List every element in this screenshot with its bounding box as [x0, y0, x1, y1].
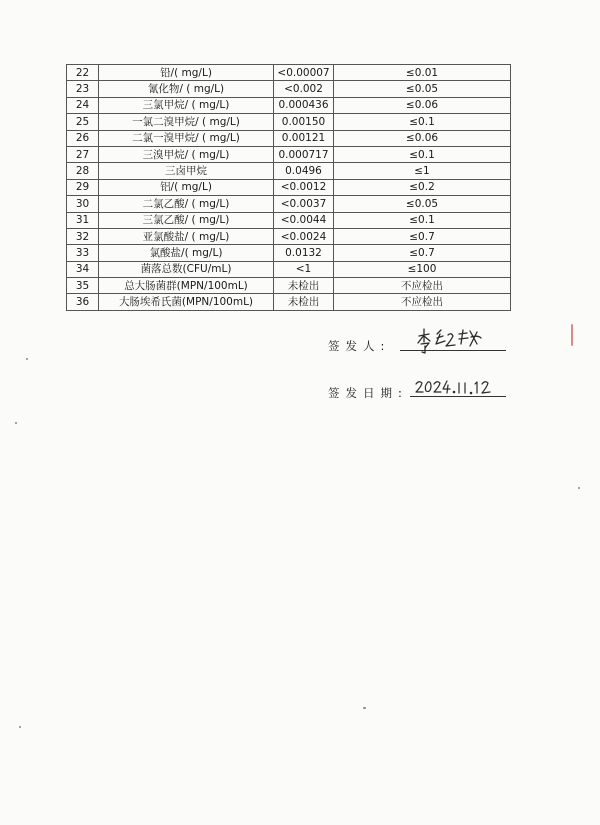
table-row: [67, 163, 511, 179]
scan-speck: [19, 726, 21, 728]
limit-value-cell: ≤0.01: [334, 65, 511, 81]
row-number-cell: 25: [67, 114, 99, 130]
test-item-cell: 氰化物/ ( mg/L): [99, 81, 274, 97]
scan-speck: [15, 422, 17, 424]
row-number-cell: 27: [67, 146, 99, 162]
issuer-label: 签发人:: [328, 339, 391, 353]
test-item-cell: 三卤甲烷: [99, 163, 274, 179]
result-value-cell: <1: [274, 261, 334, 277]
result-value-cell: <0.0044: [274, 212, 334, 228]
table-row: [67, 294, 511, 310]
test-item-cell: 三氯甲烷/ ( mg/L): [99, 97, 274, 113]
table-body: [67, 65, 511, 311]
limit-value-cell: ≤0.06: [334, 97, 511, 113]
table-row: [67, 212, 511, 228]
limit-value-cell: 不应检出: [334, 278, 511, 294]
limit-value-cell: ≤0.05: [334, 196, 511, 212]
test-item-cell: 一氯二溴甲烷/ ( mg/L): [99, 114, 274, 130]
row-number-cell: 32: [67, 228, 99, 244]
table-row: [67, 114, 511, 130]
limit-value-cell: ≤0.1: [334, 114, 511, 130]
row-number-cell: 24: [67, 97, 99, 113]
test-item-cell: 亚氯酸盐/ ( mg/L): [99, 228, 274, 244]
row-number-cell: 28: [67, 163, 99, 179]
table-row: [67, 278, 511, 294]
limit-value-cell: ≤100: [334, 261, 511, 277]
limit-value-cell: 不应检出: [334, 294, 511, 310]
table-row: [67, 228, 511, 244]
result-value-cell: 0.000436: [274, 97, 334, 113]
limit-value-cell: ≤0.06: [334, 130, 511, 146]
test-item-cell: 三氯乙酸/ ( mg/L): [99, 212, 274, 228]
limit-value-cell: ≤0.1: [334, 146, 511, 162]
result-value-cell: <0.0012: [274, 179, 334, 195]
result-value-cell: 0.00150: [274, 114, 334, 130]
row-number-cell: 33: [67, 245, 99, 261]
test-item-cell: 总大肠菌群(MPN/100mL): [99, 278, 274, 294]
issuer-signature-handwriting: [415, 326, 495, 356]
result-value-cell: <0.00007: [274, 65, 334, 81]
test-item-cell: 三溴甲烷/ ( mg/L): [99, 146, 274, 162]
row-number-cell: 23: [67, 81, 99, 97]
row-number-cell: 29: [67, 179, 99, 195]
limit-value-cell: ≤1: [334, 163, 511, 179]
result-value-cell: 0.0496: [274, 163, 334, 179]
limit-value-cell: ≤0.1: [334, 212, 511, 228]
limit-value-cell: ≤0.2: [334, 179, 511, 195]
issue-date-handwriting: [414, 375, 504, 399]
test-item-cell: 菌落总数(CFU/mL): [99, 261, 274, 277]
test-item-cell: 大肠埃希氏菌(MPN/100mL): [99, 294, 274, 310]
scan-speck: [578, 487, 580, 489]
limit-value-cell: ≤0.7: [334, 245, 511, 261]
table-row: [67, 65, 511, 81]
test-item-cell: 二氯乙酸/ ( mg/L): [99, 196, 274, 212]
result-value-cell: <0.0037: [274, 196, 334, 212]
row-number-cell: 36: [67, 294, 99, 310]
test-item-cell: 铝/( mg/L): [99, 179, 274, 195]
table-row: [67, 196, 511, 212]
table-row: [67, 97, 511, 113]
result-value-cell: 未检出: [274, 294, 334, 310]
table-row: [67, 179, 511, 195]
result-value-cell: 0.0132: [274, 245, 334, 261]
result-value-cell: <0.002: [274, 81, 334, 97]
scan-speck: [363, 707, 366, 709]
scan-speck: [26, 358, 28, 360]
limit-value-cell: ≤0.7: [334, 228, 511, 244]
row-number-cell: 26: [67, 130, 99, 146]
test-item-cell: 氯酸盐/( mg/L): [99, 245, 274, 261]
water-quality-results-table: [66, 64, 511, 311]
table-row: [67, 245, 511, 261]
result-value-cell: 0.00121: [274, 130, 334, 146]
row-number-cell: 35: [67, 278, 99, 294]
row-number-cell: 34: [67, 261, 99, 277]
row-number-cell: 31: [67, 212, 99, 228]
row-number-cell: 22: [67, 65, 99, 81]
result-value-cell: 未检出: [274, 278, 334, 294]
issue-date-label: 签发日期:: [328, 386, 408, 400]
red-edge-mark: [571, 324, 573, 346]
test-item-cell: 二氯一溴甲烷/ ( mg/L): [99, 130, 274, 146]
result-value-cell: 0.000717: [274, 146, 334, 162]
limit-value-cell: ≤0.05: [334, 81, 511, 97]
table-row: [67, 146, 511, 162]
table-row: [67, 261, 511, 277]
row-number-cell: 30: [67, 196, 99, 212]
result-value-cell: <0.0024: [274, 228, 334, 244]
table-row: [67, 130, 511, 146]
test-item-cell: 铅/( mg/L): [99, 65, 274, 81]
table-row: [67, 81, 511, 97]
